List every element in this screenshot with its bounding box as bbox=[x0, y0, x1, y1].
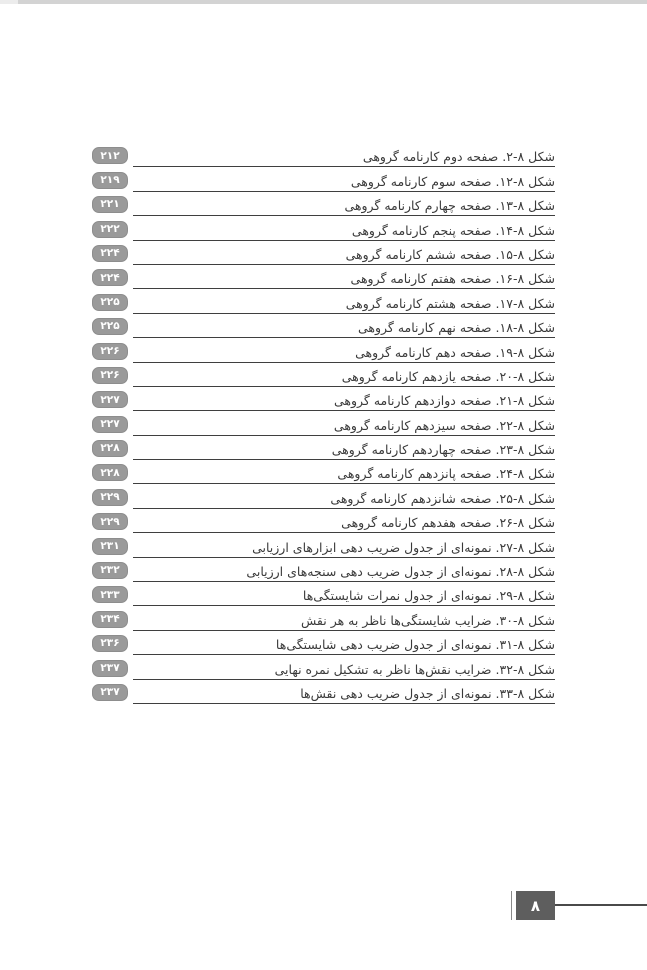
figure-caption: شکل ۸-۲۸. نمونه‌ای از جدول ضریب دهی سنجه‌های ارزیابی bbox=[133, 558, 555, 582]
figure-page-number-badge: ۲۲۹ bbox=[92, 489, 128, 506]
figure-page-number-badge: ۲۲۴ bbox=[92, 245, 128, 262]
figure-caption: شکل ۸-۲۴. صفحه پانزدهم کارنامه گروهی bbox=[133, 460, 555, 484]
figure-page-number-badge: ۲۲۷ bbox=[92, 391, 128, 408]
figure-caption: شکل ۸-۱۸. صفحه نهم کارنامه گروهی bbox=[133, 314, 555, 338]
footer-page-number-badge bbox=[516, 891, 555, 920]
figure-page-number-badge: ۲۲۵ bbox=[92, 294, 128, 311]
figure-row bbox=[92, 143, 555, 167]
figure-page-number-badge: ۲۲۶ bbox=[92, 367, 128, 384]
figure-row bbox=[92, 314, 555, 338]
figure-page-number-badge: ۲۲۶ bbox=[92, 343, 128, 360]
figure-caption: شکل ۸-۲۷. نمونه‌ای از جدول ضریب دهی ابزارهای ارزیابی bbox=[133, 533, 555, 557]
figure-caption: شکل ۸-۳۲. ضرایب نقش‌ها ناظر به تشکیل نمره نهایی bbox=[133, 655, 555, 679]
figure-caption: شکل ۸-۱۳. صفحه چهارم کارنامه گروهی bbox=[133, 192, 555, 216]
figure-page-number-badge: ۲۳۱ bbox=[92, 538, 128, 555]
figure-row bbox=[92, 192, 555, 216]
figure-page-number-badge: ۲۳۶ bbox=[92, 635, 128, 652]
figure-row bbox=[92, 582, 555, 606]
figure-page-number-badge: ۲۲۹ bbox=[92, 513, 128, 530]
figure-caption: شکل ۸-۲۲. صفحه سیزدهم کارنامه گروهی bbox=[133, 411, 555, 435]
figure-row bbox=[92, 387, 555, 411]
figure-page-number-badge: ۲۳۳ bbox=[92, 586, 128, 603]
figure-row bbox=[92, 363, 555, 387]
figure-row bbox=[92, 338, 555, 362]
figure-caption: شکل ۸-۱۲. صفحه سوم کارنامه گروهی bbox=[133, 167, 555, 191]
list-of-figures bbox=[92, 143, 555, 704]
figure-row bbox=[92, 484, 555, 508]
figure-page-number-badge: ۲۲۲ bbox=[92, 221, 128, 238]
figure-caption: شکل ۸-۱۷. صفحه هشتم کارنامه گروهی bbox=[133, 289, 555, 313]
figure-page-number-badge: ۲۳۴ bbox=[92, 611, 128, 628]
figure-caption: شکل ۸-۲۶. صفحه هفدهم کارنامه گروهی bbox=[133, 509, 555, 533]
figure-row bbox=[92, 558, 555, 582]
figure-page-number-badge: ۲۱۲ bbox=[92, 147, 128, 164]
figure-caption: شکل ۸-۲۳. صفحه چهاردهم کارنامه گروهی bbox=[133, 436, 555, 460]
figure-caption: شکل ۸-۳۱. نمونه‌ای از جدول ضریب دهی شایستگی‌ها bbox=[133, 631, 555, 655]
figure-page-number-badge: ۲۲۴ bbox=[92, 269, 128, 286]
figure-page-number-badge: ۲۳۷ bbox=[92, 684, 128, 701]
figure-caption: شکل ۸-۱۴. صفحه پنجم کارنامه گروهی bbox=[133, 216, 555, 240]
figure-row bbox=[92, 533, 555, 557]
footer-divider-line bbox=[511, 891, 512, 920]
figure-row bbox=[92, 631, 555, 655]
figure-page-number-badge: ۲۲۷ bbox=[92, 416, 128, 433]
figure-row bbox=[92, 509, 555, 533]
figure-page-number-badge: ۲۲۵ bbox=[92, 318, 128, 335]
figure-caption: شکل ۸-۲۰. صفحه یازدهم کارنامه گروهی bbox=[133, 363, 555, 387]
figure-row bbox=[92, 265, 555, 289]
figure-row bbox=[92, 460, 555, 484]
figure-page-number-badge: ۲۳۲ bbox=[92, 562, 128, 579]
figure-caption: شکل ۸-۱۶. صفحه هفتم کارنامه گروهی bbox=[133, 265, 555, 289]
figure-row bbox=[92, 655, 555, 679]
figure-row bbox=[92, 167, 555, 191]
footer-horizontal-rule bbox=[555, 904, 647, 906]
figure-row bbox=[92, 289, 555, 313]
figure-page-number-badge: ۲۳۷ bbox=[92, 660, 128, 677]
figure-caption: شکل ۸-۲۱. صفحه دوازدهم کارنامه گروهی bbox=[133, 387, 555, 411]
figure-row bbox=[92, 241, 555, 265]
figure-caption: شکل ۸-۲۵. صفحه شانزدهم کارنامه گروهی bbox=[133, 484, 555, 508]
footer-page-number: ۸ bbox=[530, 896, 541, 915]
figure-caption: شکل ۸-۲. صفحه دوم کارنامه گروهی bbox=[133, 143, 555, 167]
figure-caption: شکل ۸-۳۳. نمونه‌ای از جدول ضریب دهی نقش‌ها bbox=[133, 680, 555, 704]
figure-page-number-badge: ۲۱۹ bbox=[92, 172, 128, 189]
figure-row bbox=[92, 436, 555, 460]
figure-caption: شکل ۸-۳۰. ضرایب شایستگی‌ها ناظر به هر نقش bbox=[133, 606, 555, 630]
figure-row bbox=[92, 411, 555, 435]
figure-row bbox=[92, 216, 555, 240]
figure-row bbox=[92, 680, 555, 704]
figure-page-number-badge: ۲۲۱ bbox=[92, 196, 128, 213]
page-top-edge-strip-left bbox=[0, 0, 18, 4]
figure-caption: شکل ۸-۲۹. نمونه‌ای از جدول نمرات شایستگی‌ها bbox=[133, 582, 555, 606]
figure-caption: شکل ۸-۱۵. صفحه ششم کارنامه گروهی bbox=[133, 241, 555, 265]
figure-page-number-badge: ۲۲۸ bbox=[92, 464, 128, 481]
figure-page-number-badge: ۲۲۸ bbox=[92, 440, 128, 457]
figure-row bbox=[92, 606, 555, 630]
figure-caption: شکل ۸-۱۹. صفحه دهم کارنامه گروهی bbox=[133, 338, 555, 362]
page-top-edge-strip bbox=[0, 0, 647, 4]
